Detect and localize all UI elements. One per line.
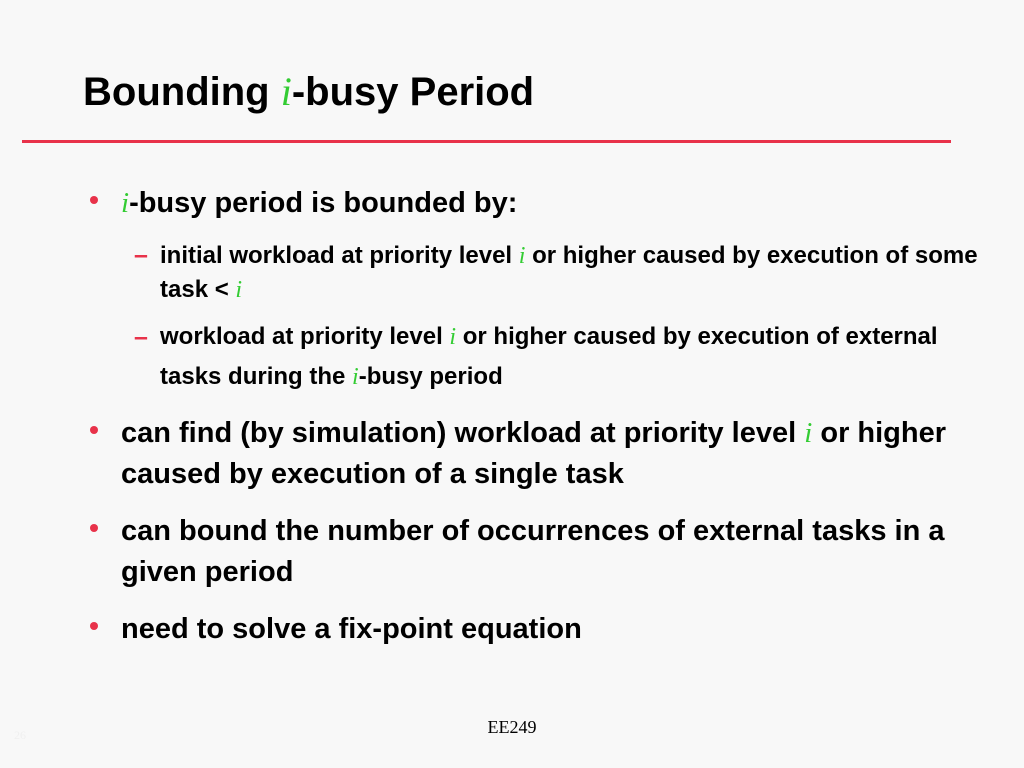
title-variable-i: i [280, 69, 292, 114]
bullet-text-span: -busy period is bounded by: [129, 187, 518, 219]
variable-i: i [235, 277, 243, 303]
bullet-dot-icon [90, 524, 98, 532]
bullet-text: need to solve a fix-point equation [121, 613, 582, 645]
variable-i: i [804, 417, 813, 449]
title-text-start: Bounding [83, 70, 281, 114]
title-divider [22, 140, 951, 143]
sub-bullet-text-span: -busy period [358, 363, 503, 390]
bullet-dot-icon [90, 426, 98, 434]
sub-bullet-dash-icon: – [134, 241, 148, 269]
variable-i: i [121, 187, 130, 219]
bullet-text [121, 183, 951, 224]
slide-footer: EE249 [487, 717, 537, 737]
variable-i: i [449, 324, 457, 350]
sub-bullet-text-span: initial workload at priority level [160, 242, 519, 269]
title-text-end: -busy Period [291, 70, 535, 114]
slide-title [83, 66, 534, 118]
bullet-text: can bound the number of occurrences of external tasks in a given period [121, 515, 945, 588]
sub-bullet-text-span: or higher caused by execution of some task < [160, 242, 978, 303]
bullet-text-span: or higher caused by execution of a single task [121, 417, 947, 490]
variable-i: i [518, 243, 526, 269]
sub-bullet-text-span: workload at priority level [160, 323, 450, 350]
sub-bullet-text [160, 239, 980, 307]
bullet-text [121, 413, 951, 495]
bullet-text-span: can find (by simulation) workload at priority level [121, 417, 805, 449]
sub-bullet-dash-icon: – [134, 323, 148, 351]
page-number: 26 [14, 728, 26, 742]
bullet-dot-icon [90, 622, 98, 630]
variable-i: i [352, 364, 359, 390]
sub-bullet-text-span: or higher caused by execution of external tasks during the [160, 323, 938, 390]
bullet-dot-icon [90, 196, 98, 204]
sub-bullet-text [160, 317, 980, 397]
